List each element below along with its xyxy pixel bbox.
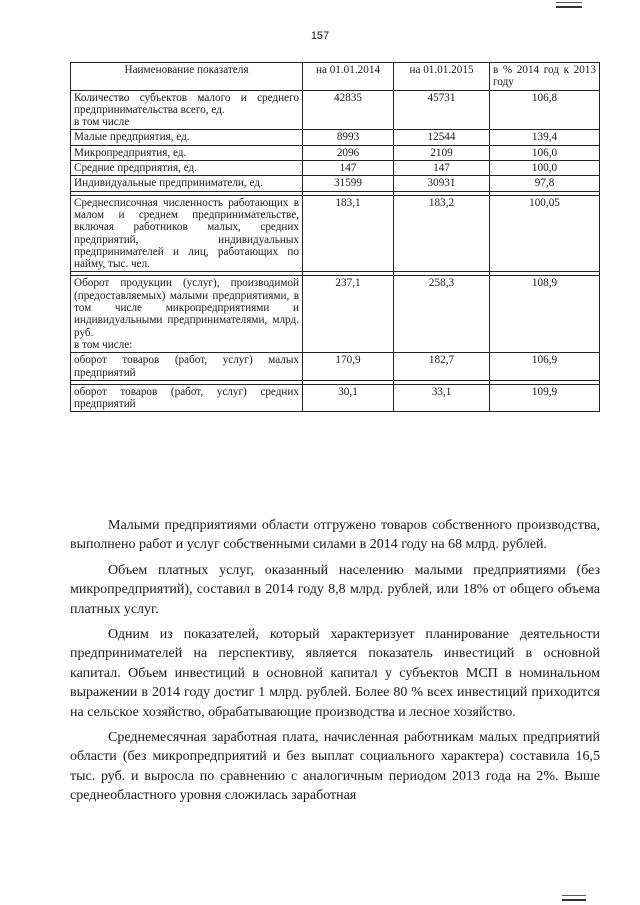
indicator-name-cell: Средние предприятия, ед. xyxy=(71,161,303,176)
indicator-name-cell: оборот товаров (работ, услуг) малых предприятий xyxy=(71,353,303,381)
table-row xyxy=(71,384,600,412)
table-row xyxy=(71,176,600,191)
table-body xyxy=(71,90,600,412)
percent-cell: 139,4 xyxy=(490,130,600,145)
indicator-name-cell: Количество субъектов малого и среднего предпринимательства всего, ед. в том числе xyxy=(71,90,303,130)
paragraph: Объем платных услуг, оказанный населению малыми предприятиями (без микропредприятий), составил в 2014 году 8,8 млрд. рублей, или 18% от общего объема платных услуг. xyxy=(70,562,600,617)
table-row xyxy=(71,195,600,272)
indicator-name-cell: Малые предприятия, ед. xyxy=(71,130,303,145)
header-percent: в % 2014 год к 2013 году xyxy=(490,63,600,91)
value-2014-cell: 2096 xyxy=(303,145,394,160)
header-indicator-name: Наименование показателя xyxy=(71,63,303,91)
scan-mark-bottom xyxy=(562,895,586,901)
value-2014-cell: 8993 xyxy=(303,130,394,145)
indicator-name-cell: оборот товаров (работ, услуг) средних предприятий xyxy=(71,384,303,412)
value-2015-cell: 147 xyxy=(394,161,490,176)
table-row xyxy=(71,90,600,130)
value-2015-cell: 183,2 xyxy=(394,195,490,272)
table-header-row xyxy=(71,63,600,91)
value-2014-cell: 170,9 xyxy=(303,353,394,381)
table-row xyxy=(71,353,600,381)
percent-cell: 100,0 xyxy=(490,161,600,176)
value-2014-cell: 183,1 xyxy=(303,195,394,272)
indicator-name-cell: Микропредприятия, ед. xyxy=(71,145,303,160)
body-text xyxy=(70,516,600,812)
table-row xyxy=(71,145,600,160)
indicator-name-cell: Среднесписочная численность работающих в малом и среднем предпринимательстве, включая работников малых, средних предприятий, индивидуальных предпринимателей и лиц, работающих по найму, тыс. чел. xyxy=(71,195,303,272)
value-2015-cell: 33,1 xyxy=(394,384,490,412)
value-2015-cell: 2109 xyxy=(394,145,490,160)
table-row xyxy=(71,161,600,176)
percent-cell: 106,0 xyxy=(490,145,600,160)
percent-cell: 108,9 xyxy=(490,276,600,353)
paragraph: Одним из показателей, который характеризует планирование деятельности предпринимателей на перспективу, является показатель инвестиций в основной капитал. Объем инвестиций в основной капитал у субъектов МСП в номинальном выражении в 2014 году достиг 1 млрд. рублей. Более 80 % всех инвестиций приходится на сельское хозяйство, обрабатывающие производства и лесное хозяйство. xyxy=(70,627,600,720)
table-row xyxy=(71,130,600,145)
value-2014-cell: 42835 xyxy=(303,90,394,130)
indicator-name-cell: Оборот продукции (услуг), производимой (предоставляемых) малыми предприятиями, в том числе микропредприятиями и индивидуальными предпринимателями, млрд. руб. в том числе: xyxy=(71,276,303,353)
header-2015: на 01.01.2015 xyxy=(394,63,490,91)
indicator-name-cell: Индивидуальные предприниматели, ед. xyxy=(71,176,303,191)
value-2015-cell: 12544 xyxy=(394,130,490,145)
percent-cell: 109,9 xyxy=(490,384,600,412)
value-2014-cell: 30,1 xyxy=(303,384,394,412)
percent-cell: 97,8 xyxy=(490,176,600,191)
header-2014: на 01.01.2014 xyxy=(303,63,394,91)
value-2014-cell: 237,1 xyxy=(303,276,394,353)
paragraph: Среднемесячная заработная плата, начисленная работникам малых предприятий области (без микропредприятий и без выплат социального характера) составила 16,5 тыс. руб. и выросла по сравнению с аналогичным периодом 2013 года на 2%. Выше среднеобластного уровня сложилась заработная xyxy=(70,730,600,804)
value-2014-cell: 147 xyxy=(303,161,394,176)
paragraph: Малыми предприятиями области отгружено товаров собственного производства, выполнено работ и услуг собственными силами в 2014 году на 68 млрд. рублей. xyxy=(70,518,600,553)
indicators-table xyxy=(70,62,600,412)
value-2015-cell: 30931 xyxy=(394,176,490,191)
scan-mark-top xyxy=(556,2,582,8)
value-2015-cell: 258,3 xyxy=(394,276,490,353)
value-2014-cell: 31599 xyxy=(303,176,394,191)
percent-cell: 106,8 xyxy=(490,90,600,130)
percent-cell: 100,05 xyxy=(490,195,600,272)
value-2015-cell: 45731 xyxy=(394,90,490,130)
percent-cell: 106,9 xyxy=(490,353,600,381)
table-row xyxy=(71,276,600,353)
page-number: 157 xyxy=(310,30,330,42)
value-2015-cell: 182,7 xyxy=(394,353,490,381)
